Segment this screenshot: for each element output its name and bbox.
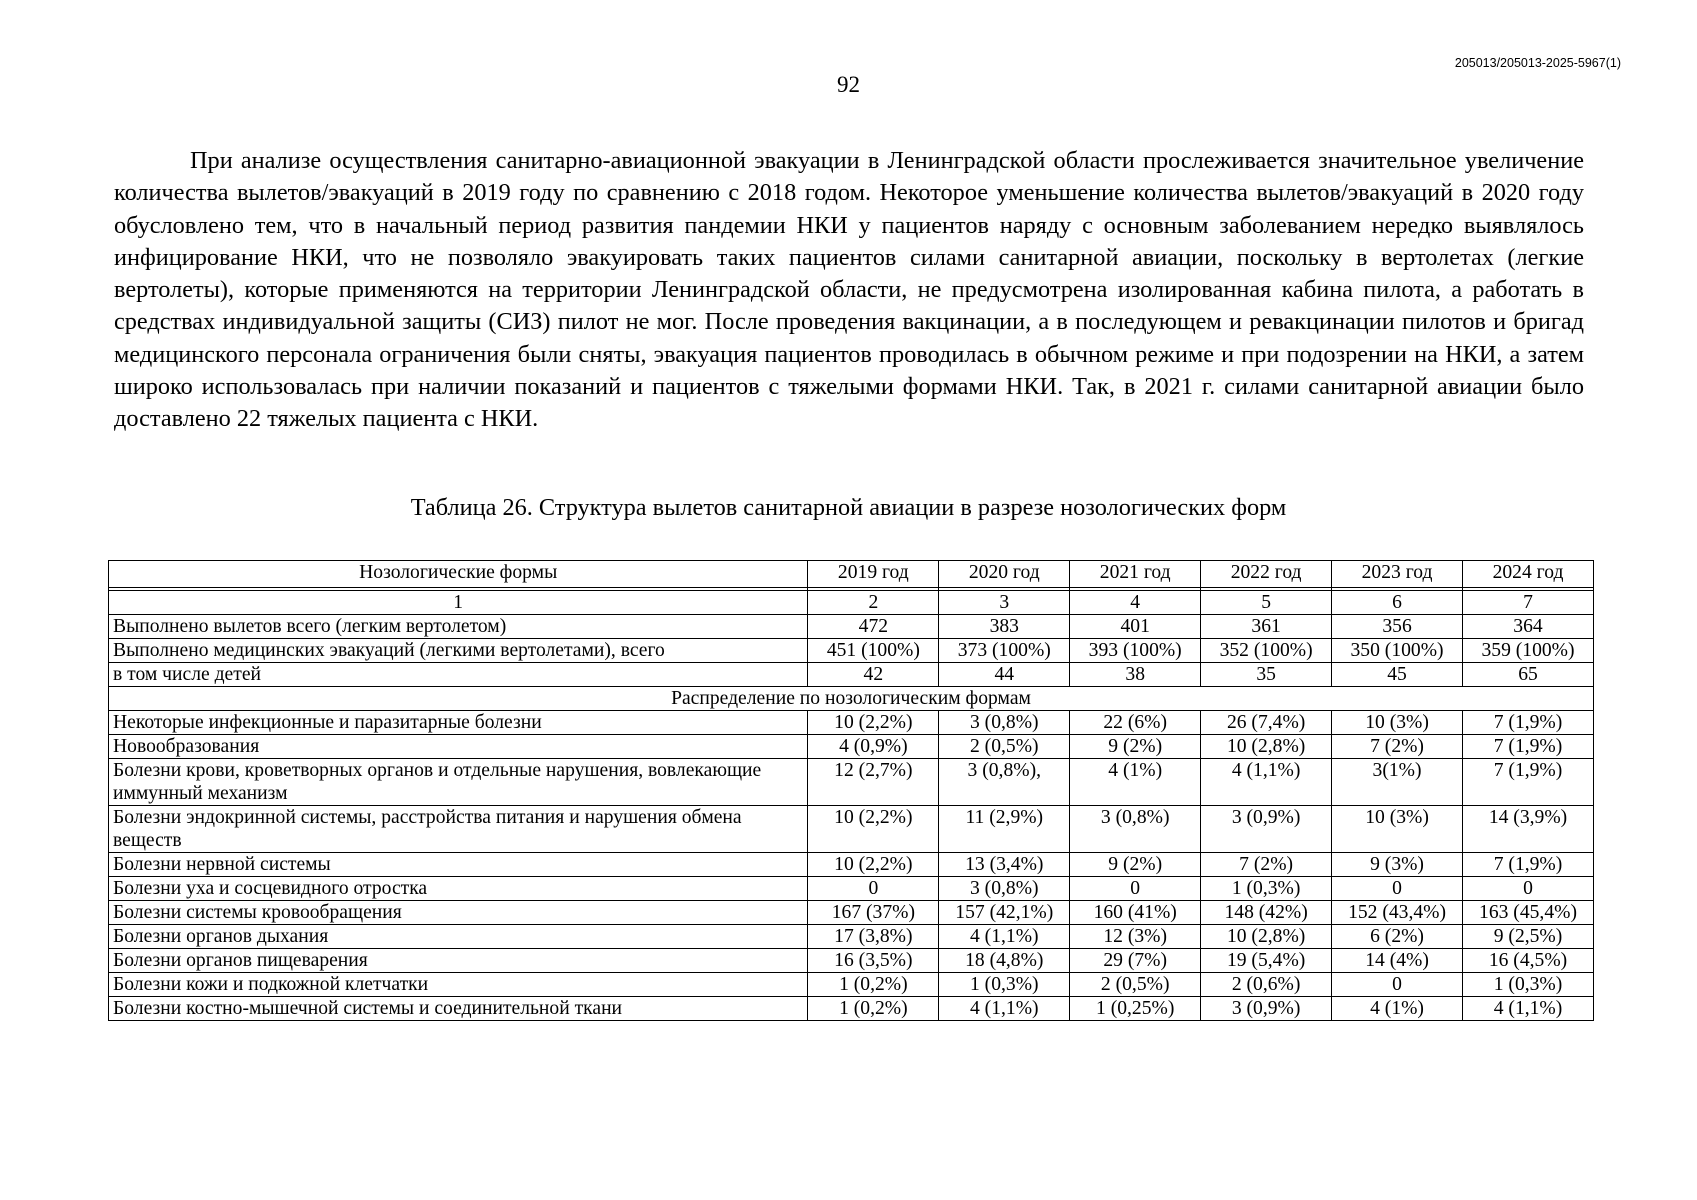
table-row — [109, 663, 1594, 687]
value-cell: 163 (45,4%) — [1463, 901, 1594, 925]
value-cell: 157 (42,1%) — [939, 901, 1070, 925]
value-cell: 1 (0,3%) — [1463, 973, 1594, 997]
value-cell: 356 — [1332, 615, 1463, 639]
value-cell: 2 (0,5%) — [939, 735, 1070, 759]
row-label: Болезни уха и сосцевидного отростка — [109, 877, 808, 901]
value-cell: 364 — [1463, 615, 1594, 639]
value-cell: 148 (42%) — [1201, 901, 1332, 925]
value-cell: 9 (2,5%) — [1463, 925, 1594, 949]
header-cell-2024: 2024 год — [1463, 561, 1594, 588]
value-cell: 42 — [808, 663, 939, 687]
value-cell: 14 (4%) — [1332, 949, 1463, 973]
value-cell: 45 — [1332, 663, 1463, 687]
value-cell: 373 (100%) — [939, 639, 1070, 663]
header-cell-2022: 2022 год — [1201, 561, 1332, 588]
row-label: Болезни органов дыхания — [109, 925, 808, 949]
value-cell: 7 (2%) — [1332, 735, 1463, 759]
value-cell: 1 (0,2%) — [808, 997, 939, 1021]
value-cell: 17 (3,8%) — [808, 925, 939, 949]
table-body — [109, 588, 1594, 1021]
value-cell: 3 (0,8%), — [939, 759, 1070, 806]
index-cell: 4 — [1070, 591, 1201, 615]
value-cell: 38 — [1070, 663, 1201, 687]
value-cell: 4 (1,1%) — [1201, 759, 1332, 806]
index-cell: 3 — [939, 591, 1070, 615]
value-cell: 10 (2,2%) — [808, 806, 939, 853]
value-cell: 3 (0,8%) — [939, 877, 1070, 901]
row-label: Болезни системы кровообращения — [109, 901, 808, 925]
table-index-row — [109, 591, 1594, 615]
table-row — [109, 806, 1594, 853]
value-cell: 401 — [1070, 615, 1201, 639]
value-cell: 4 (1,1%) — [939, 997, 1070, 1021]
row-label: Выполнено медицинских эвакуаций (легкими вертолетами), всего — [109, 639, 808, 663]
body-paragraph: При анализе осуществления санитарно-авиационной эвакуации в Ленинградской области прослеживается значительное увеличение количества вылетов/эвакуаций в 2019 году по сравнению с 2018 годом. Некоторое уменьшение количества вылетов/эвакуаций в 2020 году обусловлено тем, что в начальный период развития пандемии НКИ у пациентов наряду с основным заболеванием нередко выявлялось инфицирование НКИ, что не позволяло эвакуировать таких пациентов силами санитарной авиации, поскольку в вертолетах (легкие вертолеты), которые применяются на территории Ленинградской области, не предусмотрена изолированная кабина пилота, а работать в средствах индивидуальной защиты (СИЗ) пилот не мог. После проведения вакцинации, а в последующем и ревакцинации пилотов и бригад медицинского персонала ограничения были сняты, эвакуация пациентов проводилась в обычном режиме и при подозрении на НКИ, а затем широко использовалась при наличии показаний и пациентов с тяжелыми формами НКИ. Так, в 2021 г. силами санитарной авиации было доставлено 22 тяжелых пациента с НКИ. — [114, 147, 1584, 433]
value-cell: 10 (2,2%) — [808, 711, 939, 735]
value-cell: 0 — [1463, 877, 1594, 901]
row-label: Болезни кожи и подкожной клетчатки — [109, 973, 808, 997]
value-cell: 2 (0,5%) — [1070, 973, 1201, 997]
index-cell: 7 — [1463, 591, 1594, 615]
document-id: 205013/205013-2025-5967(1) — [1454, 56, 1621, 70]
index-cell: 5 — [1201, 591, 1332, 615]
row-label: Болезни эндокринной системы, расстройства питания и нарушения обмена веществ — [109, 806, 808, 853]
index-cell: 6 — [1332, 591, 1463, 615]
value-cell: 10 (2,8%) — [1201, 925, 1332, 949]
value-cell: 0 — [1332, 973, 1463, 997]
table-row — [109, 853, 1594, 877]
value-cell: 1 (0,2%) — [808, 973, 939, 997]
value-cell: 7 (1,9%) — [1463, 735, 1594, 759]
header-cell-2023: 2023 год — [1332, 561, 1463, 588]
value-cell: 0 — [808, 877, 939, 901]
value-cell: 9 (3%) — [1332, 853, 1463, 877]
value-cell: 7 (1,9%) — [1463, 711, 1594, 735]
value-cell: 14 (3,9%) — [1463, 806, 1594, 853]
row-label: Выполнено вылетов всего (легким вертолетом) — [109, 615, 808, 639]
value-cell: 18 (4,8%) — [939, 949, 1070, 973]
value-cell: 472 — [808, 615, 939, 639]
row-label: Болезни нервной системы — [109, 853, 808, 877]
table-row — [109, 735, 1594, 759]
value-cell: 4 (1%) — [1332, 997, 1463, 1021]
table-row — [109, 877, 1594, 901]
value-cell: 22 (6%) — [1070, 711, 1201, 735]
value-cell: 10 (2,8%) — [1201, 735, 1332, 759]
row-label: Болезни органов пищеварения — [109, 949, 808, 973]
table-row — [109, 759, 1594, 806]
value-cell: 152 (43,4%) — [1332, 901, 1463, 925]
nosology-table — [108, 560, 1594, 1021]
value-cell: 3 (0,8%) — [1070, 806, 1201, 853]
value-cell: 451 (100%) — [808, 639, 939, 663]
table-row — [109, 997, 1594, 1021]
section-title: Распределение по нозологическим формам — [109, 687, 1594, 711]
value-cell: 10 (2,2%) — [808, 853, 939, 877]
value-cell: 9 (2%) — [1070, 853, 1201, 877]
value-cell: 35 — [1201, 663, 1332, 687]
value-cell: 167 (37%) — [808, 901, 939, 925]
header-cell-2021: 2021 год — [1070, 561, 1201, 588]
table-row — [109, 925, 1594, 949]
value-cell: 0 — [1070, 877, 1201, 901]
table-row — [109, 901, 1594, 925]
value-cell: 359 (100%) — [1463, 639, 1594, 663]
row-label: в том числе детей — [109, 663, 808, 687]
page-number: 92 — [837, 72, 860, 97]
value-cell: 12 (2,7%) — [808, 759, 939, 806]
value-cell: 9 (2%) — [1070, 735, 1201, 759]
value-cell: 11 (2,9%) — [939, 806, 1070, 853]
row-label: Болезни крови, кроветворных органов и отдельные нарушения, вовлекающие иммунный механизм — [109, 759, 808, 806]
value-cell: 6 (2%) — [1332, 925, 1463, 949]
table-caption: Таблица 26. Структура вылетов санитарной авиации в разрезе нозологических форм — [410, 494, 1287, 521]
value-cell: 1 (0,25%) — [1070, 997, 1201, 1021]
row-label: Некоторые инфекционные и паразитарные болезни — [109, 711, 808, 735]
value-cell: 1 (0,3%) — [1201, 877, 1332, 901]
value-cell: 16 (3,5%) — [808, 949, 939, 973]
header-cell-2019: 2019 год — [808, 561, 939, 588]
table-row — [109, 973, 1594, 997]
value-cell: 2 (0,6%) — [1201, 973, 1332, 997]
section-row — [109, 687, 1594, 711]
value-cell: 7 (2%) — [1201, 853, 1332, 877]
value-cell: 7 (1,9%) — [1463, 853, 1594, 877]
value-cell: 3(1%) — [1332, 759, 1463, 806]
value-cell: 383 — [939, 615, 1070, 639]
value-cell: 26 (7,4%) — [1201, 711, 1332, 735]
table-row — [109, 949, 1594, 973]
table-row — [109, 615, 1594, 639]
table-row — [109, 639, 1594, 663]
value-cell: 361 — [1201, 615, 1332, 639]
value-cell: 3 (0,9%) — [1201, 997, 1332, 1021]
value-cell: 19 (5,4%) — [1201, 949, 1332, 973]
row-label: Болезни костно-мышечной системы и соединительной ткани — [109, 997, 808, 1021]
index-cell: 2 — [808, 591, 939, 615]
index-cell: 1 — [109, 591, 808, 615]
value-cell: 160 (41%) — [1070, 901, 1201, 925]
value-cell: 4 (1,1%) — [939, 925, 1070, 949]
value-cell: 12 (3%) — [1070, 925, 1201, 949]
value-cell: 29 (7%) — [1070, 949, 1201, 973]
header-cell-forms: Нозологические формы — [109, 561, 808, 588]
value-cell: 13 (3,4%) — [939, 853, 1070, 877]
table-row — [109, 711, 1594, 735]
value-cell: 4 (0,9%) — [808, 735, 939, 759]
value-cell: 393 (100%) — [1070, 639, 1201, 663]
value-cell: 44 — [939, 663, 1070, 687]
value-cell: 0 — [1332, 877, 1463, 901]
value-cell: 4 (1,1%) — [1463, 997, 1594, 1021]
value-cell: 16 (4,5%) — [1463, 949, 1594, 973]
value-cell: 10 (3%) — [1332, 711, 1463, 735]
table-header-row — [109, 561, 1594, 588]
value-cell: 352 (100%) — [1201, 639, 1332, 663]
value-cell: 65 — [1463, 663, 1594, 687]
header-cell-2020: 2020 год — [939, 561, 1070, 588]
value-cell: 10 (3%) — [1332, 806, 1463, 853]
value-cell: 4 (1%) — [1070, 759, 1201, 806]
value-cell: 1 (0,3%) — [939, 973, 1070, 997]
value-cell: 350 (100%) — [1332, 639, 1463, 663]
value-cell: 7 (1,9%) — [1463, 759, 1594, 806]
value-cell: 3 (0,8%) — [939, 711, 1070, 735]
row-label: Новообразования — [109, 735, 808, 759]
value-cell: 3 (0,9%) — [1201, 806, 1332, 853]
